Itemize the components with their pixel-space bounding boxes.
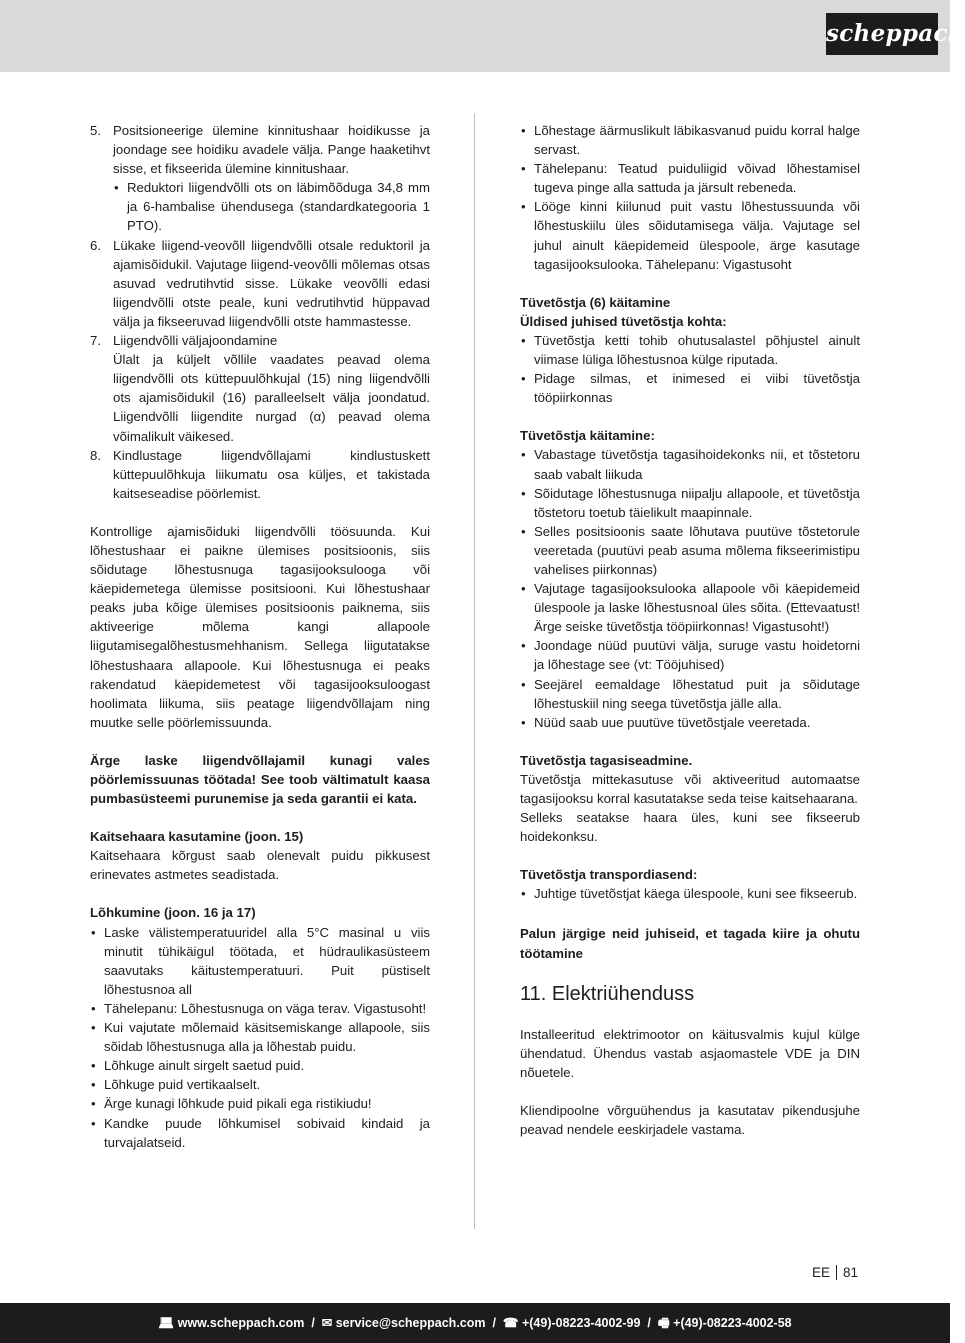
footer-phone[interactable]: +(49)-08223-4002-99 bbox=[521, 1316, 641, 1330]
page-language: EE bbox=[812, 1265, 831, 1280]
list-item: • Lõhkuge ainult sirgelt saetud puid. bbox=[90, 1056, 430, 1075]
list-subitem-reducer-shaft: • Reduktori liigendvõlli ots on läbimõõduga 34,8 mm ja 6-hambalise ühendusega (standardkategooria 1 PTO). bbox=[90, 178, 430, 235]
list-item: • Tähelepanu: Teatud puiduliigid võivad lõhestamisel tugeva pinge alla sattuda ja järsult rebeneda. bbox=[520, 159, 860, 197]
list-item: • Vabastage tüvetõstja tagasihoidekonks nii, et tõstetoru saab vabalt liikuda bbox=[520, 445, 860, 483]
electric-text-1: Installeeritud elektrimootor on käitusvalmis kujul külge ühendatud. Ühendus vastab asjaomastele VDE ja DIN nõuetele. bbox=[520, 1026, 860, 1080]
lift-reset-heading: Tüvetõstja tagasiseadmine. bbox=[520, 752, 693, 768]
list-item: • Lõhestage äärmuslikult läbikasvanud puidu korral halge servast. bbox=[520, 121, 860, 159]
splitting-list bbox=[90, 923, 430, 1152]
list-item: • Joondage nüüd puutüvi välja, suruge vastu hoidetorni ja lõhestage see (vt: Tööjuhised) bbox=[520, 636, 860, 674]
header-bar bbox=[0, 0, 965, 72]
list-item: • Laske välistemperatuuridel alla 5°C masinal u viis minutit tühikäigul töötada, et hüdraulikasüsteem saavutaks käitustemperatuuri. Puit püstiselt lõhestusnoa all bbox=[90, 923, 430, 999]
lift-operation-heading: Tüvetõstja käitamine: bbox=[520, 428, 655, 444]
list-item: • Juhtige tüvetõstjat käega ülespoole, kuni see fikseerub. bbox=[520, 884, 860, 903]
list-item: • Seejärel eemaldage lõhestatud puit ja sõidutage lõhestuskiil ning seega tüvetõstja jälle alla. bbox=[520, 675, 860, 713]
electric-text-2: Kliendipoolne võrguühendus ja kasutatav pikendusjuhe peavad nendele eeskirjadele vastama. bbox=[520, 1102, 860, 1138]
transport-list bbox=[520, 884, 860, 903]
list-item: • Pidage silmas, et inimesed ei viibi tüvetõstja tööpiirkonnas bbox=[520, 369, 860, 407]
fax-icon: 🖷︎ bbox=[657, 1316, 670, 1330]
footer-separator: / bbox=[307, 1316, 319, 1330]
list-item-8: 8. Kindlustage liigendvõllajami kindlustuskett küttepuulõhkuja liikumatu osa küljes, et takistada kaitseseadise pöörlemist. bbox=[90, 447, 430, 501]
computer-icon: 💻︎ bbox=[158, 1316, 175, 1330]
scheppach-logo: scheppach bbox=[826, 13, 938, 55]
guard-text: Kaitsehaara kõrgust saab olenevalt puidu pikkusest erinevates astmetes seadistada. bbox=[90, 848, 430, 883]
direction-check-paragraph: Kontrollige ajamisõiduki liigendvõlli töösuunda. Kui lõhestushaar ei paikne ülemises positsioonis, siis sõidutage lõhestusnuga tagasijooksulooga või käepidemetega ülemisse positsiooni. Kui lõhestushaar peaks juba kõige ülemises positsioonis paiknema, siis aktiveerige mõlema kangi allapoole liigutamisegalõhestusmehhanism. Sellega liigutatakse lõhestushaara allapoole. Kui lõhestusnuga ei peaks rakendatud käepidemetest või tagasijooksuloogast hoolimata liikuma, siis peatage liigendvõllajam ning muutke selle pöörlemissuunda. bbox=[90, 523, 430, 730]
section-title: 11. Elektriühenduss bbox=[520, 982, 695, 1005]
transport-heading: Tüvetõstja transpordiasend: bbox=[520, 867, 698, 883]
list-item: • Lõhkuge puid vertikaalselt. bbox=[90, 1075, 430, 1094]
footer-separator: / bbox=[643, 1316, 655, 1330]
closing-note: Palun järgige neid juhiseid, et tagada kiire ja ohutu töötamine bbox=[520, 926, 860, 961]
footer-bar bbox=[0, 1303, 950, 1343]
footer-separator: / bbox=[488, 1316, 500, 1330]
phone-icon: ☎︎ bbox=[502, 1316, 519, 1330]
list-item: • Vajutage tagasijooksulooka allapoole või käepidemeid ülespoole ja laske lõhestusnoal üles sõita. (Ettevaatust! Ärge seiske tüvetõstja tööpiirkonnas! Vigastusoht!) bbox=[520, 579, 860, 636]
list-item: • Lööge kinni kiilunud puit vastu lõhestussuunda või lõhestuskiilu üles sõidutamisega välja. Vajutage sel juhul ainult käepidemeid ülespoole, ärge kasutage tagasijooksulooka. Tähelepanu: Vigastusoht bbox=[520, 197, 860, 273]
list-item: • Nüüd saab uue puutüve tüvetõstjale veeretada. bbox=[520, 713, 860, 732]
list-item: • Tüvetõstja ketti tohib ohutusalastel põhjustel ainult viimase lüliga lõhestusnoa külge riputada. bbox=[520, 331, 860, 369]
general-list bbox=[520, 331, 860, 407]
footer-website[interactable]: www.scheppach.com bbox=[177, 1316, 305, 1330]
list-item-6: 6. Lükake liigend-veovõll liigendvõlli otsale reduktoril ja ajamisõidukil. Vajutage liigend-veovõlli mõlemas otsas asuvad vedrutihvtid sisse. Lükake veovõlli edasi liigendvõlli otste peale, kuni vedrutihvtid hüppavad välja ja fikseeruvad liigendvõlli otste hammastesse. bbox=[90, 237, 430, 329]
list-item-5: 5. Positsioneerige ülemine kinnitushaar hoidikusse ja joondage see hoidiku avadele välja. Pange haaketihvt sisse, et fikseerida ülemine kinnitushaar. bbox=[90, 123, 430, 177]
page-number-separator bbox=[836, 1265, 837, 1280]
list-item: • Sõidutage lõhestusnuga niipalju allapoole, et tüvetõstja tõstetoru toetub täielikult maapinnale. bbox=[520, 484, 860, 522]
envelope-icon: ✉︎ bbox=[321, 1316, 333, 1330]
guard-heading: Kaitsehaara kasutamine (joon. 15) bbox=[90, 829, 304, 845]
splitting-heading: Lõhkumine (joon. 16 ja 17) bbox=[90, 905, 256, 921]
list-item-7-body: Ülalt ja küljelt võllile vaadates peavad olema liigendvõlli ots küttepuulõhkujal (15) ning liigendvõlli ots ajamisõidukil (16) paralleelselt välja joondatud. Liigendvõlli liigendite nurgad (α) peavad olema võimalikult väikesed. bbox=[113, 352, 430, 444]
list-item: • Ärge kunagi lõhkude puid pikali ega ristikiudu! bbox=[90, 1094, 430, 1113]
top-list bbox=[520, 121, 860, 274]
column-divider bbox=[474, 113, 475, 1229]
log-lift-heading: Tüvetõstja (6) käitamine bbox=[520, 294, 671, 310]
warning-paragraph: Ärge laske liigendvõllajamil kunagi vales pöörlemissuunas töötada! See toob vältimatult kaasa pumbasüsteemi purunemise ja seda garantii ei kata. bbox=[90, 752, 430, 807]
list-item: • Tähelepanu: Lõhestusnuga on väga terav. Vigastusoht! bbox=[90, 999, 430, 1018]
footer-email[interactable]: service@scheppach.com bbox=[335, 1316, 486, 1330]
lift-reset-text-1: Tüvetõstja mittekasutuse või aktiveeritud automaatse tagasijooksu korral kasutatakse seda teise kaitsehaarana. bbox=[520, 771, 860, 806]
list-item: • Selles positsioonis saate lõhutava puutüve tõstetorule veeretada (puutüvi peab asuma mõlema fikseerimistipu vahelises piirkonnas) bbox=[520, 522, 860, 579]
lift-reset-text-2: Selleks seatakse haara üles, kuni see fikseerub hoidekonksu. bbox=[520, 810, 860, 845]
right-column bbox=[520, 121, 860, 1139]
list-item-7: 7. Liigendvõlli väljajoondamine bbox=[90, 333, 278, 349]
footer-fax[interactable]: +(49)-08223-4002-58 bbox=[673, 1316, 792, 1330]
page-number-value: 81 bbox=[843, 1265, 859, 1280]
page-number bbox=[812, 1265, 858, 1280]
operation-list bbox=[520, 445, 860, 731]
left-column bbox=[90, 121, 430, 1152]
log-lift-subheading: Üldised juhised tüvetõstja kohta: bbox=[520, 313, 727, 329]
list-item: • Kui vajutate mõlemaid käsitsemiskange allapoole, siis sõidab lõhestusnuga alla ja lõhestab puidu. bbox=[90, 1018, 430, 1056]
list-item: • Kandke puude lõhkumisel sobivaid kindaid ja turvajalatseid. bbox=[90, 1114, 430, 1152]
